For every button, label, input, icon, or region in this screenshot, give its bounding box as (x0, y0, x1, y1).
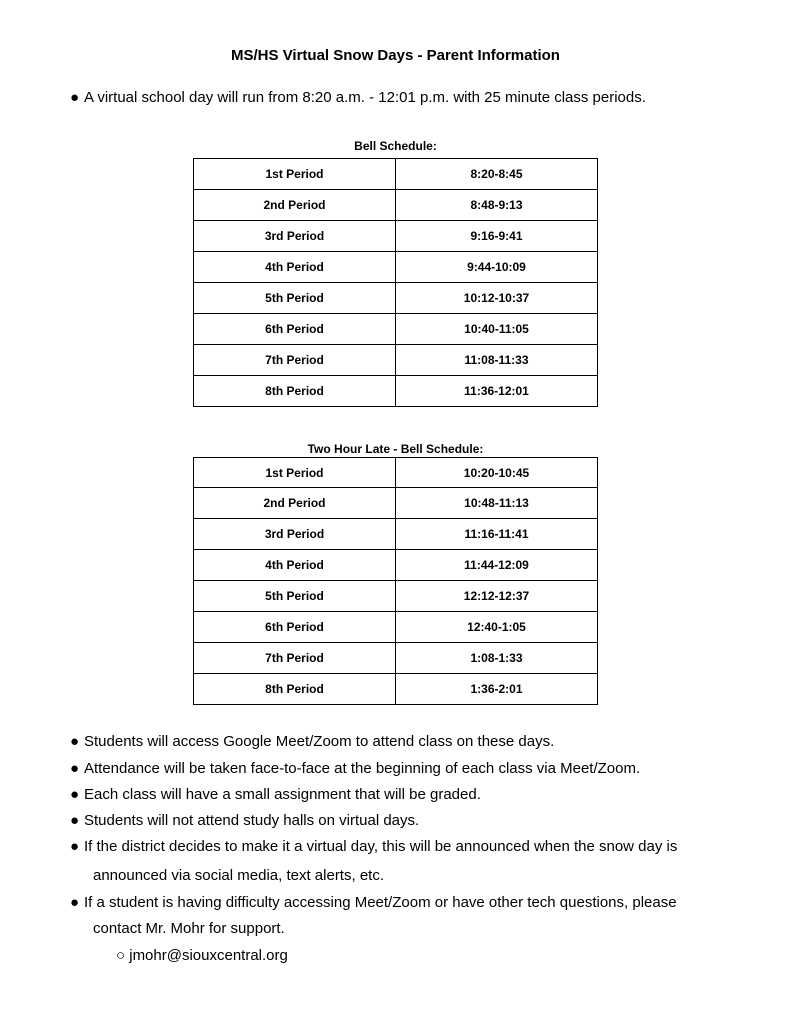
late-schedule-caption: Two Hour Late - Bell Schedule: (307, 442, 484, 456)
contact-email[interactable]: jmohr@siouxcentral.org (129, 947, 288, 964)
bullet-text: If the district decides to make it a virtual day, this will be announced when the snow day is (84, 838, 678, 855)
period-cell: 3rd Period (194, 519, 396, 550)
table-row (194, 519, 598, 550)
bullet-text: If a student is having difficulty accessing Meet/Zoom or have other tech questions, please (84, 894, 677, 911)
bullet-google-meet (70, 733, 554, 751)
bullet-text: Students will not attend study halls on virtual days. (84, 812, 420, 829)
bullet-icon: ● (70, 838, 80, 855)
table-row (194, 488, 598, 519)
table-row (194, 283, 598, 314)
period-cell: 5th Period (194, 581, 396, 612)
page-title: MS/HS Virtual Snow Days - Parent Information (231, 47, 560, 64)
period-cell: 2nd Period (194, 488, 396, 519)
bullet-icon: ● (70, 812, 80, 829)
bullet-assignment (70, 786, 481, 804)
time-cell: 1:36-2:01 (396, 674, 598, 705)
bell-schedule-table (193, 158, 598, 407)
bullet-tech-support-continued: contact Mr. Mohr for support. (93, 920, 285, 937)
table-row (194, 252, 598, 283)
table-row (194, 314, 598, 345)
time-cell: 11:44-12:09 (396, 550, 598, 581)
period-cell: 8th Period (194, 376, 396, 407)
bullet-icon: ● (70, 786, 80, 803)
table-row (194, 221, 598, 252)
time-cell: 8:48-9:13 (396, 190, 598, 221)
bullet-icon: ● (70, 894, 80, 911)
time-cell: 10:40-11:05 (396, 314, 598, 345)
time-cell: 12:40-1:05 (396, 612, 598, 643)
time-cell: 10:48-11:13 (396, 488, 598, 519)
bullet-study-halls (70, 812, 419, 830)
bullet-icon: ● (70, 760, 80, 777)
table-row (194, 550, 598, 581)
period-cell: 2nd Period (194, 190, 396, 221)
table-row (194, 643, 598, 674)
late-schedule-table (193, 457, 598, 705)
table-row (194, 376, 598, 407)
time-cell: 1:08-1:33 (396, 643, 598, 674)
bullet-text: Attendance will be taken face-to-face at the beginning of each class via Meet/Zoom. (84, 760, 641, 777)
bullet-text: Students will access Google Meet/Zoom to attend class on these days. (84, 733, 555, 750)
period-cell: 6th Period (194, 612, 396, 643)
period-cell: 1st Period (194, 458, 396, 488)
bullet-announcement (70, 838, 677, 856)
time-cell: 10:12-10:37 (396, 283, 598, 314)
table-row (194, 345, 598, 376)
sub-bullet-icon: ○ (116, 947, 126, 964)
period-cell: 8th Period (194, 674, 396, 705)
bullet-icon: ● (70, 733, 80, 750)
time-cell: 10:20-10:45 (396, 458, 598, 488)
bullet-announcement-continued: announced via social media, text alerts, etc. (93, 867, 384, 884)
time-cell: 11:16-11:41 (396, 519, 598, 550)
table-row (194, 190, 598, 221)
period-cell: 1st Period (194, 159, 396, 190)
time-cell: 9:44-10:09 (396, 252, 598, 283)
period-cell: 6th Period (194, 314, 396, 345)
bell-schedule-caption: Bell Schedule: (354, 139, 437, 153)
period-cell: 7th Period (194, 643, 396, 674)
period-cell: 5th Period (194, 283, 396, 314)
table-row (194, 159, 598, 190)
table-row (194, 612, 598, 643)
bullet-tech-support (70, 894, 677, 912)
time-cell: 11:36-12:01 (396, 376, 598, 407)
bullet-icon: ● (70, 89, 80, 106)
time-cell: 12:12-12:37 (396, 581, 598, 612)
period-cell: 4th Period (194, 252, 396, 283)
time-cell: 8:20-8:45 (396, 159, 598, 190)
bullet-text: Each class will have a small assignment that will be graded. (84, 786, 481, 803)
contact-email-item (116, 947, 288, 965)
time-cell: 11:08-11:33 (396, 345, 598, 376)
period-cell: 4th Period (194, 550, 396, 581)
table-row (194, 674, 598, 705)
period-cell: 3rd Period (194, 221, 396, 252)
table-row (194, 458, 598, 488)
table-row (194, 581, 598, 612)
period-cell: 7th Period (194, 345, 396, 376)
intro-text: A virtual school day will run from 8:20 a.m. - 12:01 p.m. with 25 minute class periods. (84, 89, 646, 106)
bullet-attendance (70, 760, 640, 778)
intro-bullet (70, 89, 646, 107)
time-cell: 9:16-9:41 (396, 221, 598, 252)
